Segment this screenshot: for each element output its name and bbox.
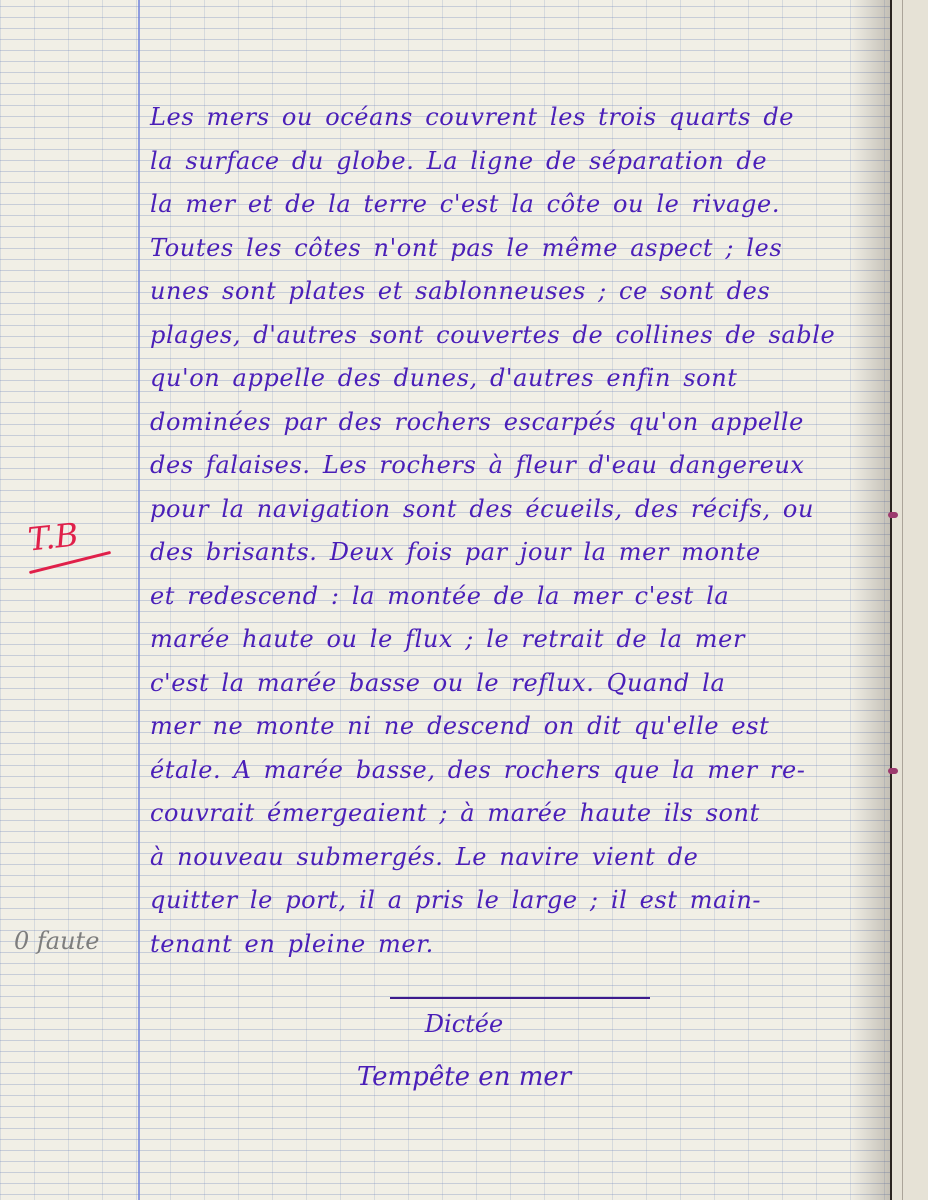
text-line: des brisants. Deux fois par jour la mer monte [150,538,761,566]
text-line: Les mers ou océans couvrent les trois quarts de [150,103,795,131]
binding-stitch [888,768,898,774]
text-line: couvrait émergeaient ; à marée haute ils sont [150,799,760,827]
text-line: à nouveau submergés. Le navire vient de [150,842,699,871]
text-line: et redescend : la montée de la mer c'est la [150,581,730,610]
dictee-title: Tempête en mer [356,1062,572,1092]
page-edge-line [902,0,903,1200]
binding-stitch [888,512,898,518]
text-line: la surface du globe. La ligne de séparation de [150,146,768,175]
dictee-heading: Dictée [424,1010,504,1038]
text-line: Toutes les côtes n'ont pas le même aspect ; les [150,233,783,262]
text-line: des falaises. Les rochers à fleur d'eau dangereux [150,451,805,479]
grade-mark: T.B [26,515,81,559]
text-line: tenant en pleine mer. [150,929,434,958]
handwritten-text [150,96,880,966]
text-line: qu'on appelle des dunes, d'autres enfin sont [150,364,738,392]
error-count-note: 0 faute [14,927,100,955]
next-page-edge [890,0,928,1200]
text-line: marée haute ou le flux ; le retrait de la mer [150,625,746,653]
text-line: la mer et de la terre c'est la côte ou le rivage. [150,190,781,218]
text-line: c'est la marée basse ou le reflux. Quand la [150,668,726,697]
text-line: étale. A marée basse, des rochers que la mer re- [150,755,806,784]
text-line: pour la navigation sont des écueils, des récifs, ou [150,494,815,523]
text-line: unes sont plates et sablonneuses ; ce sont des [150,277,771,305]
text-line: dominées par des rochers escarpés qu'on appelle [150,407,804,436]
text-line: quitter le port, il a pris le large ; il est main- [150,886,762,914]
text-line: mer ne monte ni ne descend on dit qu'elle est [150,712,770,740]
separator-line [390,997,650,999]
text-line: plages, d'autres sont couvertes de collines de sable [150,320,836,349]
